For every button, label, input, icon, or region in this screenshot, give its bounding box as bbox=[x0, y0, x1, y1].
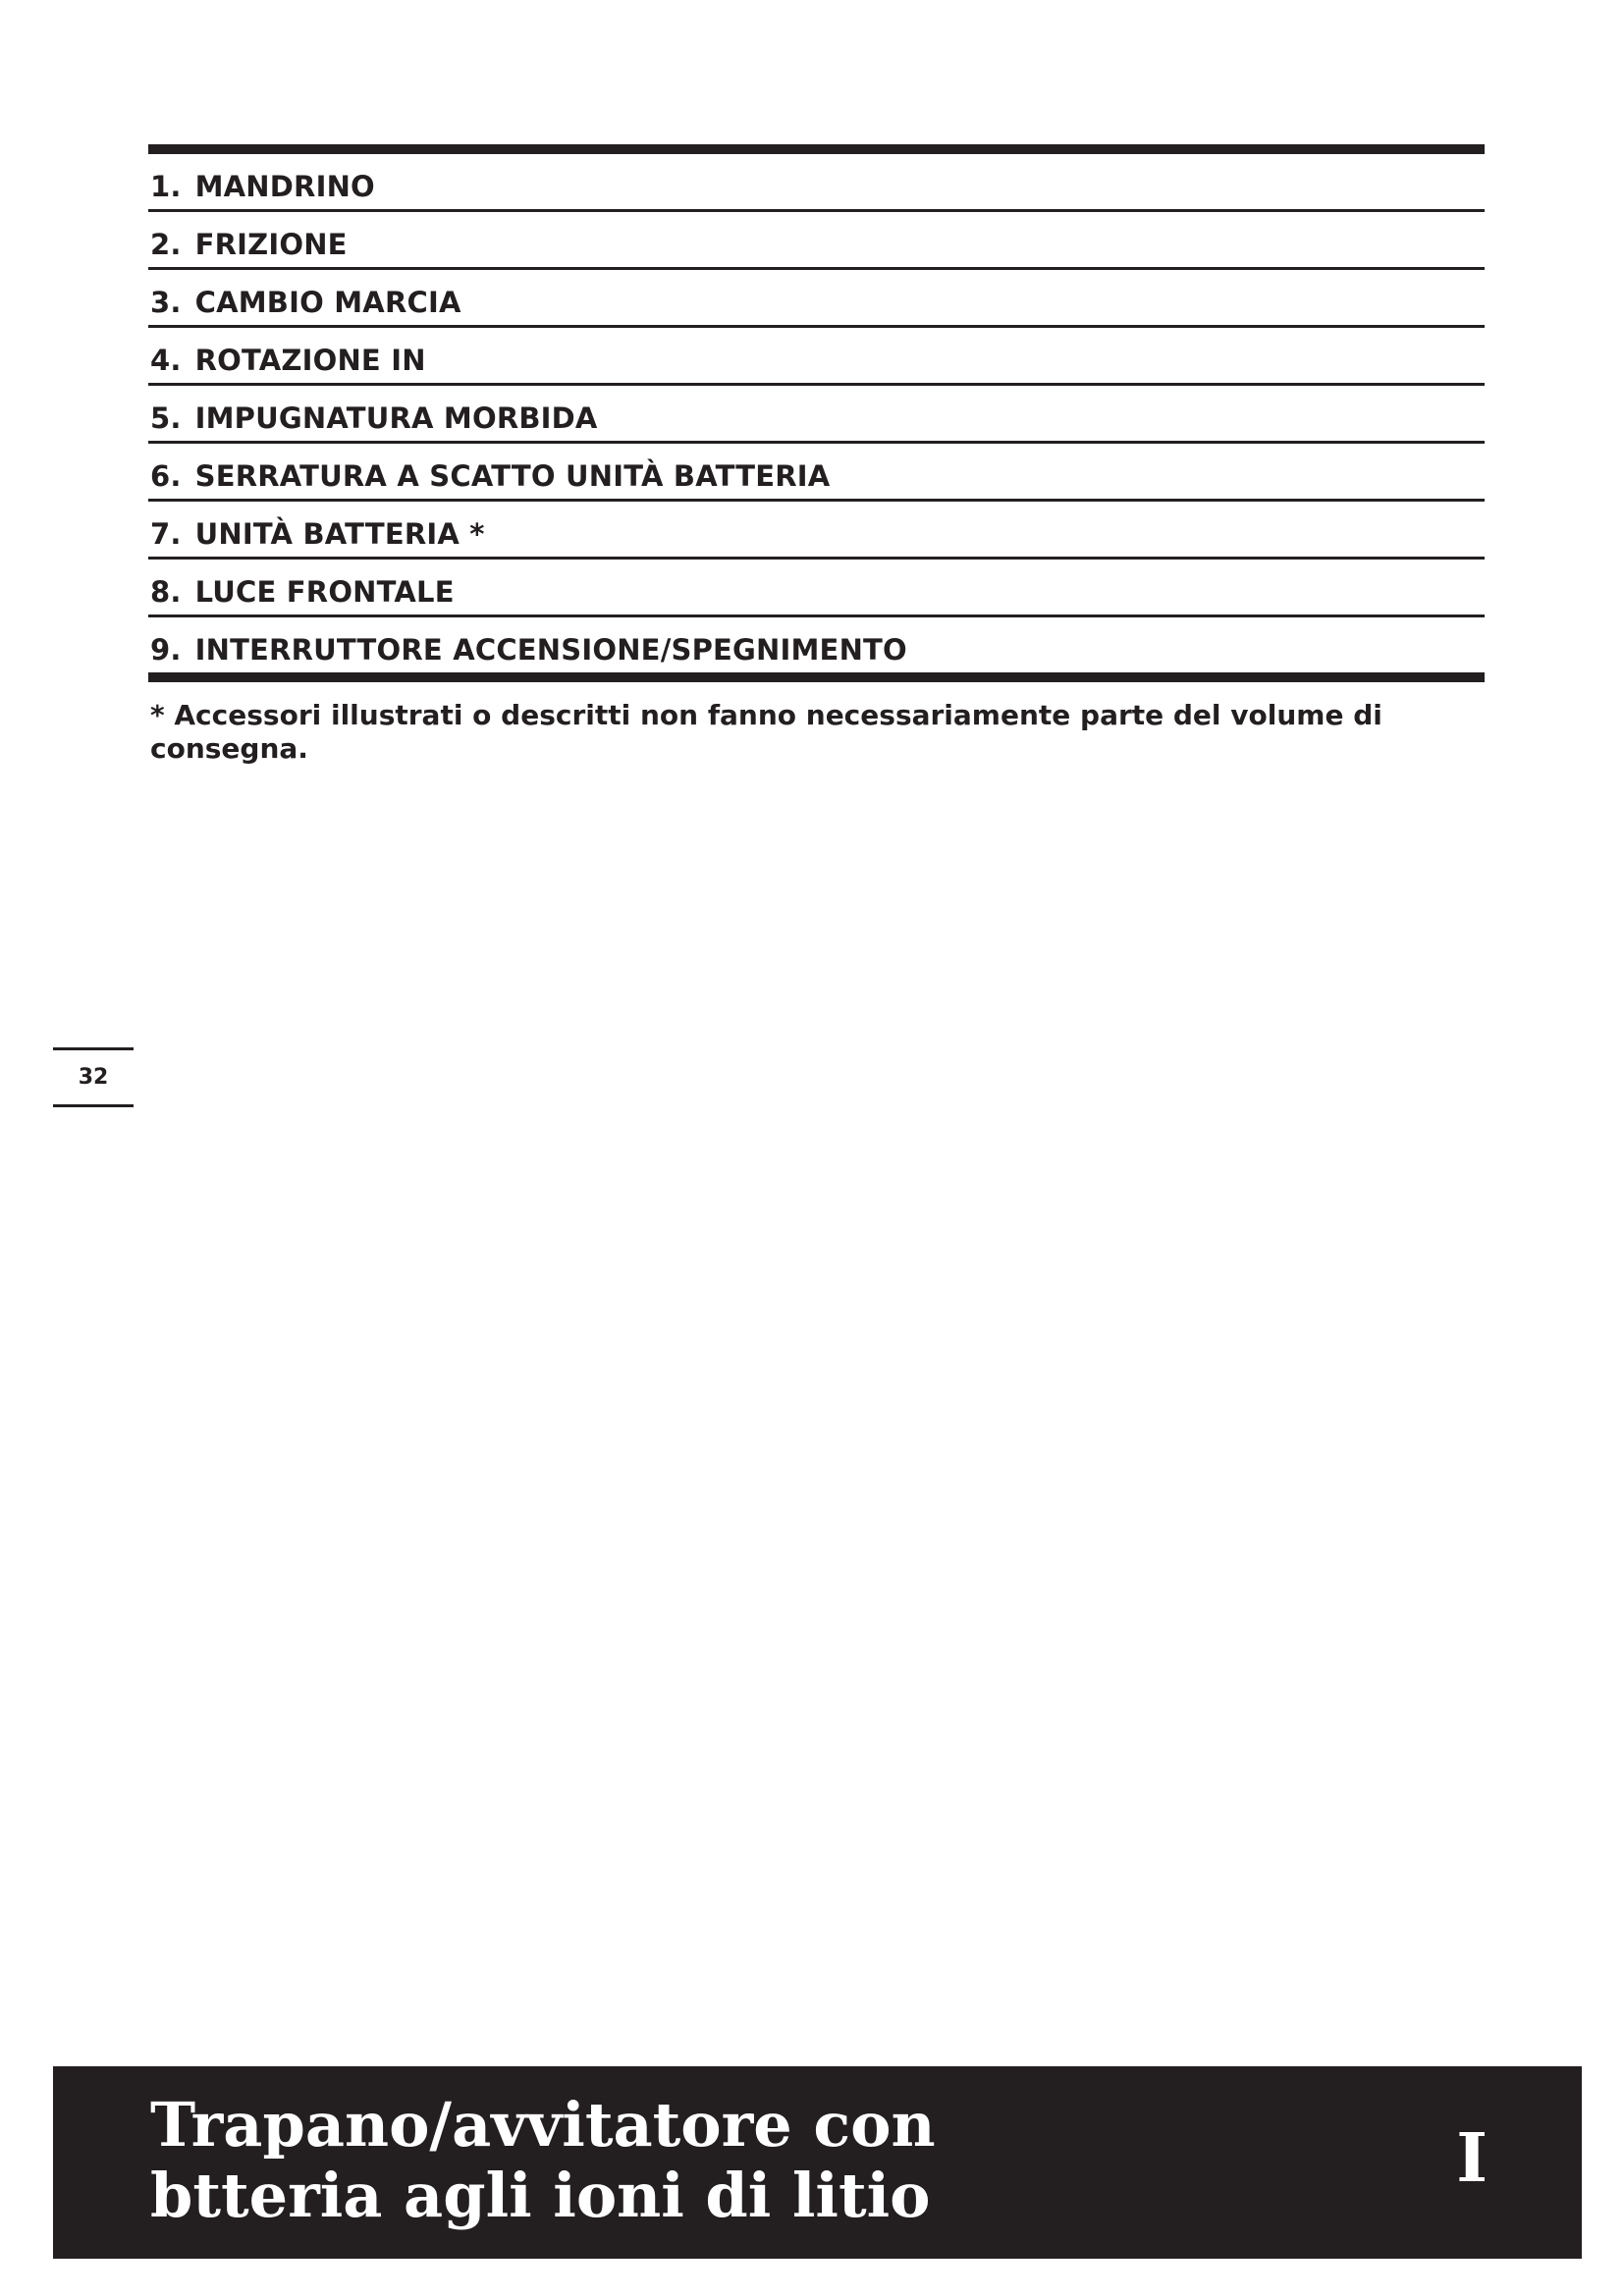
page-number: 32 bbox=[78, 1065, 109, 1090]
product-title-line-1: Trapano/avvitatore con bbox=[150, 2089, 936, 2161]
item-number: 7. bbox=[150, 517, 182, 551]
page-marker-bottom-rule bbox=[53, 1104, 134, 1107]
item-number: 8. bbox=[150, 575, 182, 609]
item-label: FRIZIONE bbox=[194, 228, 348, 261]
product-title bbox=[150, 2090, 936, 2231]
item-label: LUCE FRONTALE bbox=[194, 575, 455, 609]
item-label: ROTAZIONE IN bbox=[194, 344, 426, 377]
item-label: MANDRINO bbox=[194, 170, 375, 203]
item-label: IMPUGNATURA MORBIDA bbox=[194, 401, 598, 435]
title-band bbox=[53, 2066, 1582, 2259]
item-number: 3. bbox=[150, 286, 182, 319]
item-number: 1. bbox=[150, 170, 182, 203]
item-number: 4. bbox=[150, 344, 182, 377]
product-title-line-2: btteria agli ioni di litio bbox=[150, 2160, 931, 2231]
language-code: I bbox=[1456, 2119, 1488, 2198]
item-number: 9. bbox=[150, 633, 182, 667]
top-heavy-rule bbox=[148, 144, 1485, 154]
list-item bbox=[148, 617, 1485, 672]
item-label: INTERRUTTORE ACCENSIONE/SPEGNIMENTO bbox=[194, 633, 907, 667]
item-label: SERRATURA A SCATTO UNITÀ BATTERIA bbox=[194, 459, 831, 493]
page-marker bbox=[53, 1047, 134, 1107]
parts-list bbox=[148, 144, 1485, 682]
list-item bbox=[148, 154, 1485, 209]
item-number: 6. bbox=[150, 459, 182, 493]
list-item bbox=[148, 560, 1485, 614]
list-item bbox=[148, 386, 1485, 441]
list-item bbox=[148, 502, 1485, 557]
item-label: UNITÀ BATTERIA * bbox=[194, 517, 485, 551]
bottom-heavy-rule bbox=[148, 672, 1485, 682]
list-item bbox=[148, 444, 1485, 499]
list-item bbox=[148, 212, 1485, 267]
footnote: * Accessori illustrati o descritti non fanno necessariamente parte del volume di consegna. bbox=[150, 699, 1382, 765]
item-label: CAMBIO MARCIA bbox=[194, 286, 461, 319]
list-item bbox=[148, 328, 1485, 383]
item-number: 5. bbox=[150, 401, 182, 435]
item-number: 2. bbox=[150, 228, 182, 261]
list-item bbox=[148, 270, 1485, 325]
